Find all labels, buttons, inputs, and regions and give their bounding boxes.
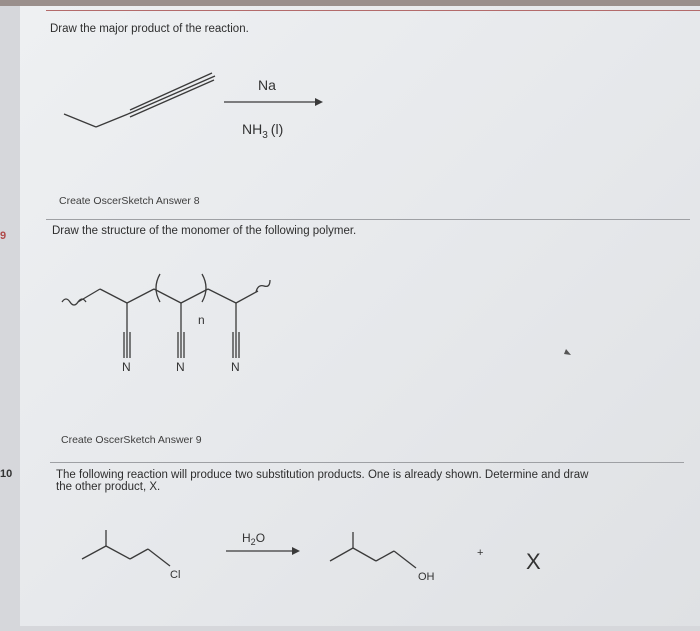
- question-10-prompt-line-2: the other product, X.: [56, 481, 161, 493]
- arrow-head-10: [292, 547, 300, 555]
- nitrile-n-2: N: [176, 360, 185, 374]
- chloride-label: Cl: [170, 569, 181, 581]
- product-structure: [330, 532, 416, 568]
- nitrile-n-1: N: [122, 360, 131, 374]
- reagent-na: Na: [258, 77, 276, 93]
- question-9-prompt: Draw the structure of the monomer of the following polymer.: [52, 225, 357, 237]
- worksheet-page: [20, 6, 700, 626]
- question-9-marker: 9: [0, 230, 7, 242]
- reagent-nh3: $NH_3$ (l): [242, 121, 284, 141]
- create-answer-9-link[interactable]: Create OscerSketch Answer 9: [61, 434, 202, 446]
- plus-sign: +: [477, 547, 484, 559]
- nitrile-n-3: N: [231, 360, 240, 374]
- hydroxyl-label: OH: [418, 571, 435, 583]
- repeat-unit-n: n: [198, 313, 205, 327]
- reactant-structure: [82, 530, 170, 566]
- question-10-diagram: [20, 6, 700, 626]
- question-10-prompt-line-1: The following reaction will produce two substitution products. One is already shown. Determine and draw: [56, 469, 589, 481]
- question-10-number: 10: [0, 468, 13, 480]
- create-answer-8-link[interactable]: Create OscerSketch Answer 8: [59, 195, 200, 207]
- unknown-product-x: X: [526, 549, 541, 574]
- question-8-prompt: Draw the major product of the reaction.: [50, 23, 249, 35]
- reagent-h2o: $H_2O$: [242, 531, 266, 547]
